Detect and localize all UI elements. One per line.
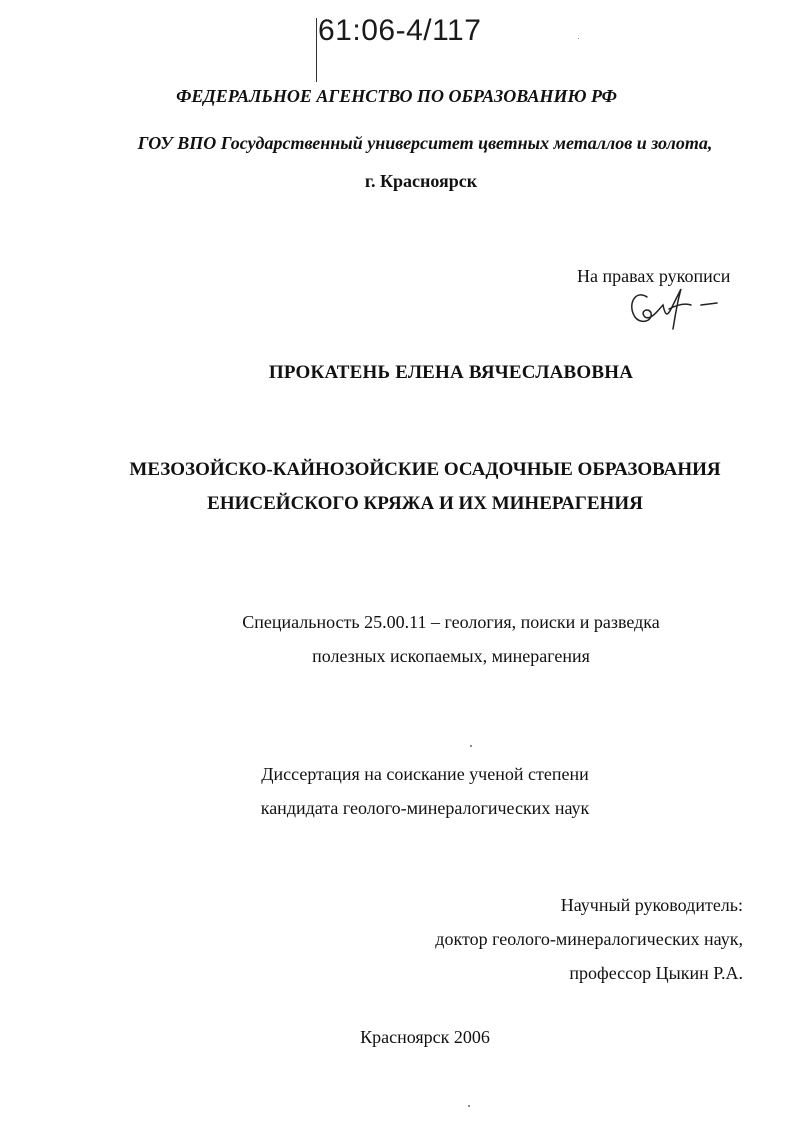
degree-line-1: Диссертация на соискание ученой степени: [261, 764, 589, 784]
supervisor-label: Научный руководитель:: [560, 895, 743, 915]
thesis-title-line-1: МЕЗОЗОЙСКО-КАЙНОЗОЙСКИЕ ОСАДОЧНЫЕ ОБРАЗОВАНИЯ: [129, 459, 721, 480]
scan-speck: [468, 1105, 470, 1107]
degree-line-2: кандидата геолого-минералогических наук: [260, 798, 590, 818]
thesis-title-line-2: ЕНИСЕЙСКОГО КРЯЖА И ИХ МИНЕРАГЕНИЯ: [207, 493, 643, 514]
university-city: г. Красноярск: [364, 171, 478, 191]
specialty-line-1: Специальность 25.00.11 – геология, поиски и разведка: [242, 612, 660, 632]
place-and-year: Красноярск 2006: [360, 1027, 490, 1047]
supervisor-name: профессор Цыкин Р.А.: [569, 963, 743, 983]
manuscript-rights-note: На правах рукописи: [577, 266, 731, 286]
agency-header: ФЕДЕРАЛЬНОЕ АГЕНСТВО ПО ОБРАЗОВАНИЮ РФ: [176, 86, 617, 106]
stamp-margin-line: [316, 18, 317, 82]
scan-speck: [578, 38, 579, 39]
library-stamp: 61:06-4/117: [318, 14, 482, 47]
supervisor-degree: доктор геолого-минералогических наук,: [435, 929, 743, 949]
university-name: ГОУ ВПО Государственный университет цветных металлов и золота,: [137, 133, 713, 153]
author-name: ПРОКАТЕНЬ ЕЛЕНА ВЯЧЕСЛАВОВНА: [268, 362, 634, 383]
specialty-line-2: полезных ископаемых, минерагения: [312, 646, 590, 666]
scan-speck: [470, 745, 472, 747]
handwritten-signature: [625, 283, 725, 335]
